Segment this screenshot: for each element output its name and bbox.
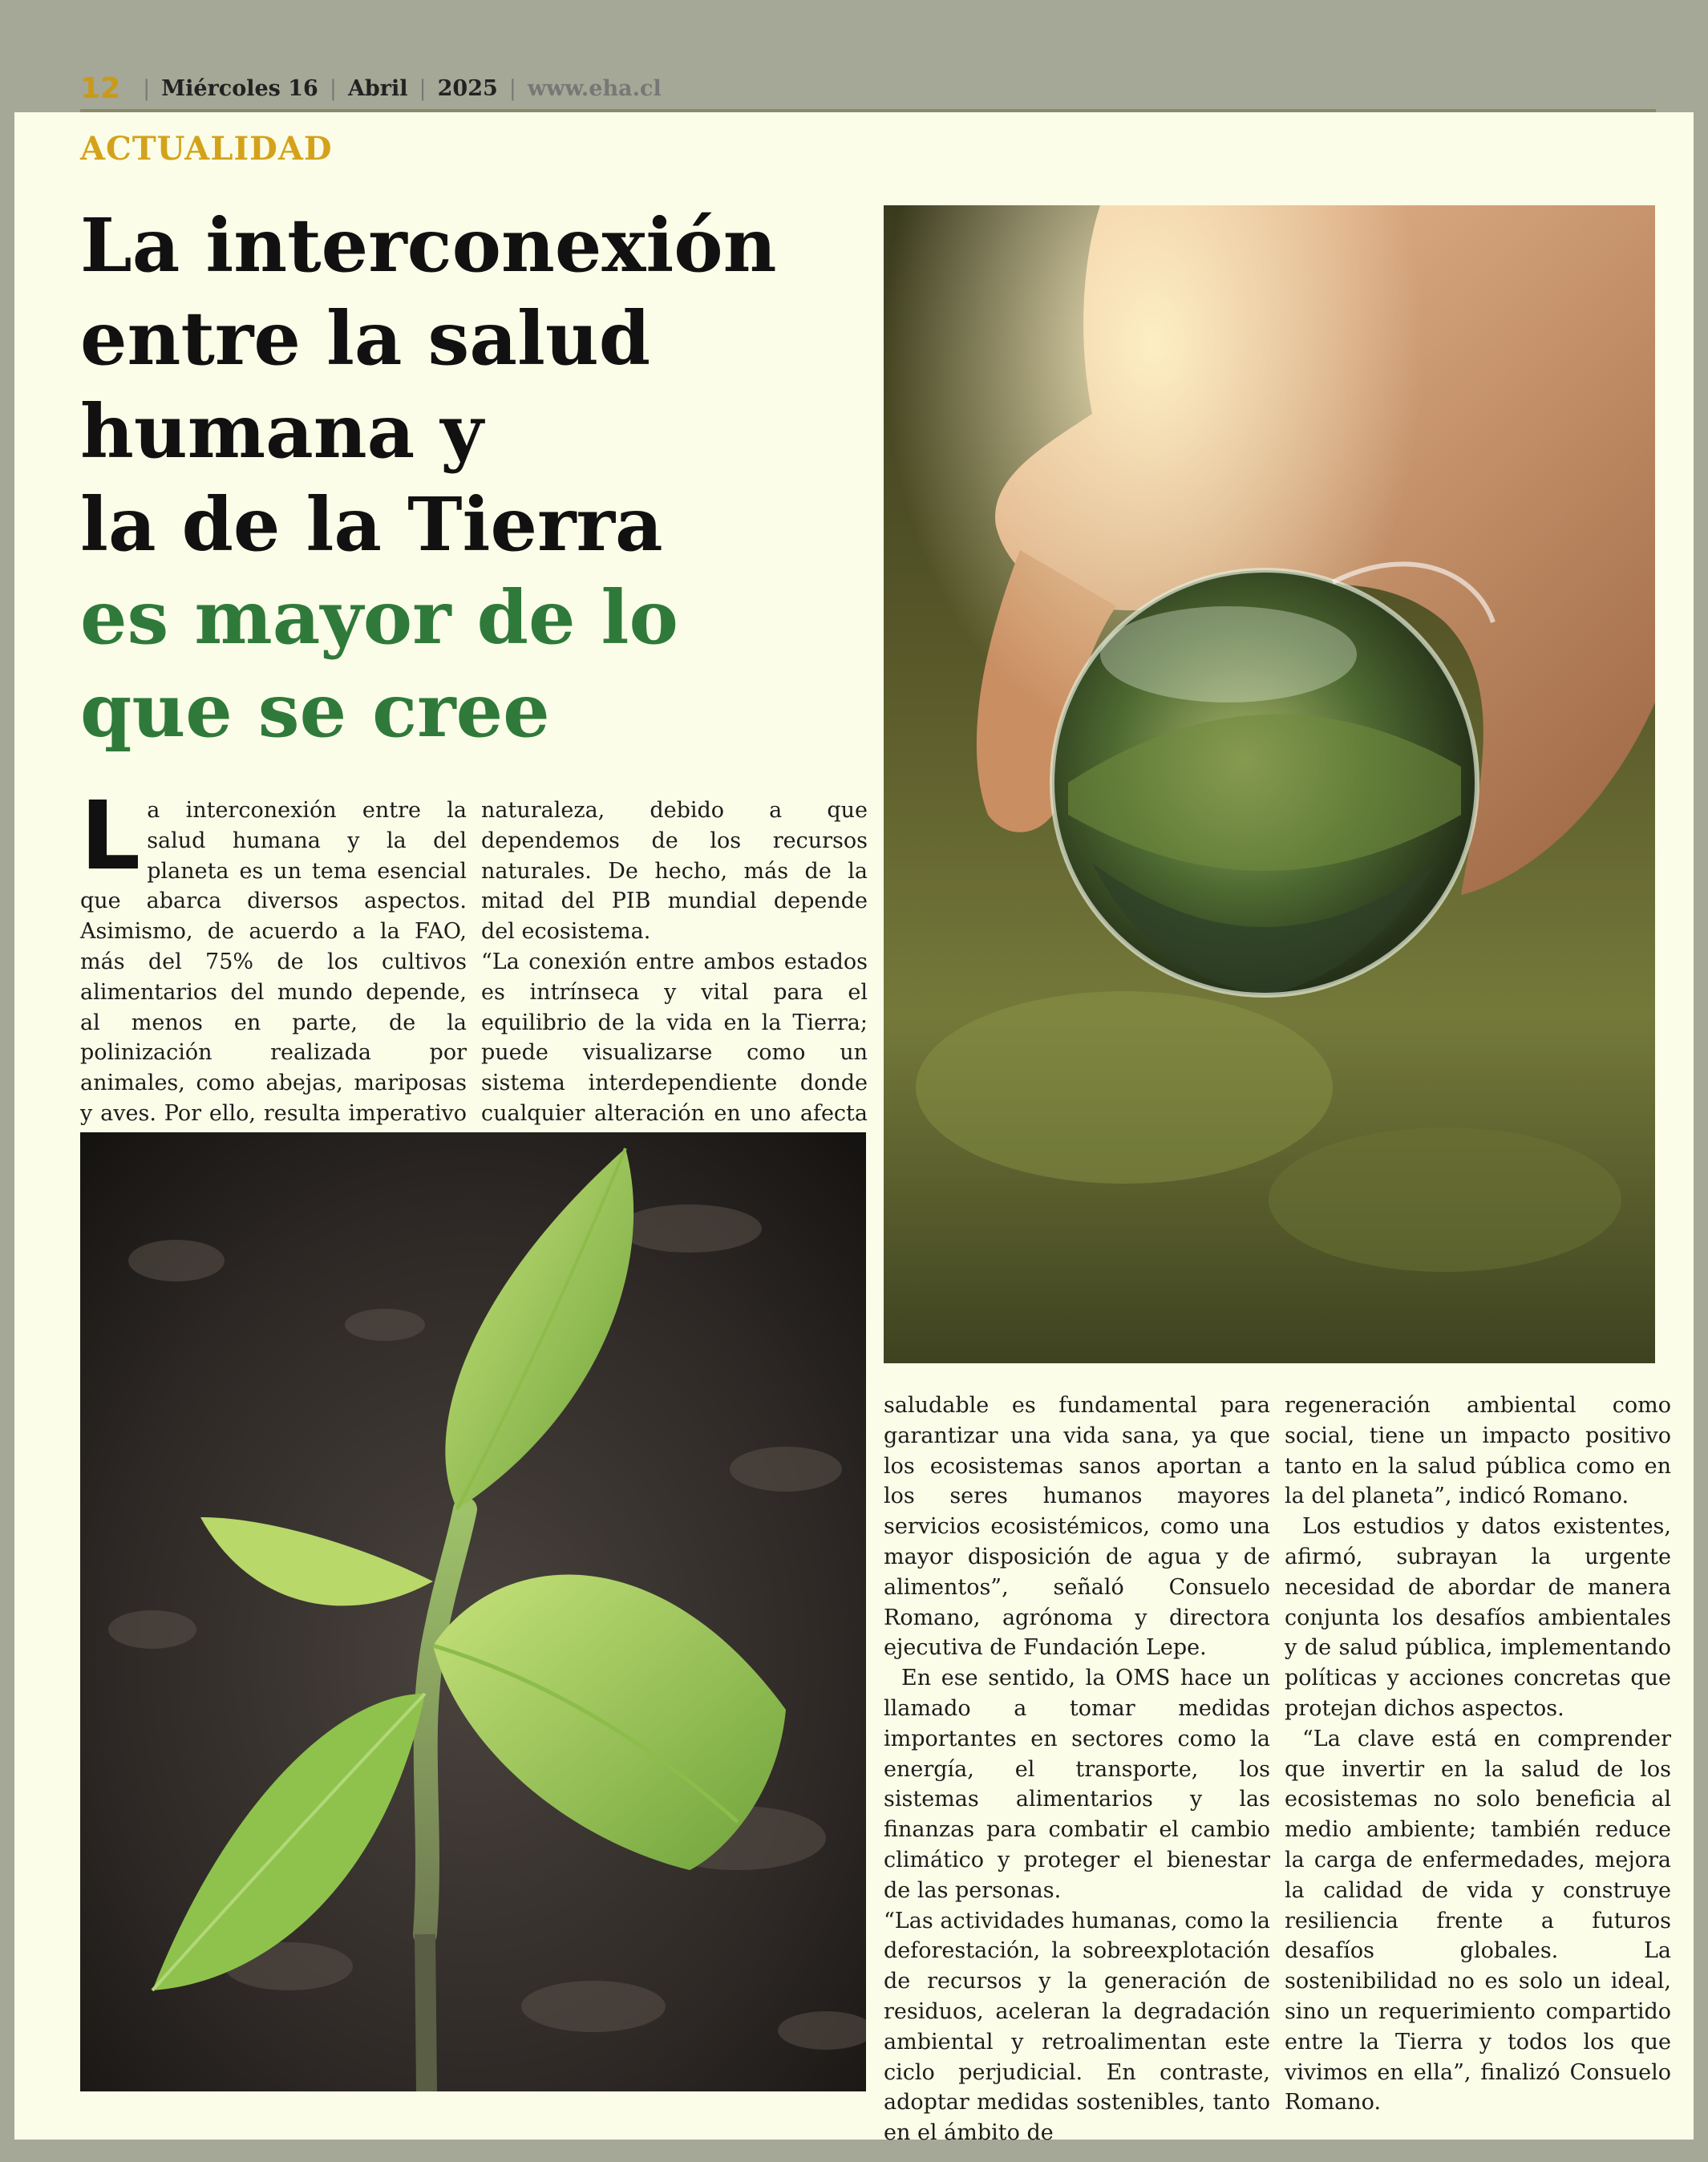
header-year: 2025 <box>437 75 498 101</box>
article-paragraph: “La clave está en comprender que invertir en la salud de los ecosistemas no solo beneficia al medio ambiente; también reduce la carga de enfermedades, mejora la calidad de vida y construye resiliencia frente a futuros desafíos globales. La sostenibilidad no es solo un ideal, sino un requerimiento compartido entre la Tierra y todos los que vivimos en ella”, finalizó Consuelo Romano. <box>1285 1726 1671 2115</box>
headline-highlight-line: que se cree <box>80 667 550 754</box>
seedling-photo-image <box>80 1132 866 2091</box>
header-separator: | <box>508 75 516 101</box>
headline <box>80 199 890 757</box>
page-number: 12 <box>80 71 121 105</box>
drop-cap: L <box>80 780 141 891</box>
article-text: a interconexión entre la salud humana y la del planeta es un tema esencial que abarca diversos aspectos. Asimismo, de acuerdo a la FAO, más del 75% de los cultivos alimentarios del mundo depende, al menos en parte, de la polinización realizada por animales, como abejas, mariposas y aves. Por ello, resulta imperativo <box>80 798 467 1126</box>
header-month: Abril <box>347 75 408 101</box>
crystal-ball-photo <box>884 205 1655 1363</box>
header-day: Miércoles 16 <box>161 75 318 101</box>
article-column-2 <box>481 796 868 1160</box>
article-paragraph: En ese sentido, la OMS hace un llamado a tomar medidas importantes en sectores como la energía, el transporte, los sistemas alimentarios y las finanzas para combatir el cambio climático y proteger el bienestar de las personas. <box>884 1666 1270 1903</box>
seedling-photo <box>80 1132 866 2091</box>
article-paragraph: “La conexión entre ambos estados es intrínseca y vital para el equilibrio de la vida en la Tierra; puede visualizarse como un sistema interdependiente donde cualquier alteración en uno afecta <box>481 949 868 1126</box>
article-paragraph: naturaleza, debido a que dependemos de los recursos naturales. De hecho, más de la mitad del PIB mundial depende del ecosistema. <box>481 798 868 945</box>
article-page <box>14 112 1694 2146</box>
article-paragraph: “Las actividades humanas, como la deforestación, la sobreexplotación de recursos y la generación de residuos, aceleran la degradación ambiental y retroalimentan este ciclo perjudicial. En contraste, adoptar medidas sostenibles, tanto en el ámbito de <box>884 1908 1270 2146</box>
headline-line: humana y <box>80 388 484 475</box>
article-paragraph: saludable es fundamental para garantizar una vida sana, ya que los ecosistemas sanos aportan a los seres humanos mayores servicios ecosistémicos, como una mayor disposición de agua y de alimentos”, señaló Consuelo Romano, agrónoma y directora ejecutiva de Fundación Lepe. <box>884 1393 1270 1661</box>
header-separator: | <box>419 75 427 101</box>
article-column-3 <box>884 1391 1270 2148</box>
page-header <box>80 67 1656 112</box>
header-separator: | <box>329 75 337 101</box>
headline-highlight-line: es mayor de lo <box>80 574 678 661</box>
article-column-1 <box>80 780 467 1160</box>
article-paragraph: regeneración ambiental como social, tiene un impacto positivo tanto en la salud pública como en la del planeta”, indicó Romano. <box>1285 1393 1671 1509</box>
headline-line: La interconexión <box>80 202 777 289</box>
section-label: ACTUALIDAD <box>80 130 333 168</box>
article-column-4 <box>1285 1391 1671 2118</box>
headline-line: entre la salud <box>80 295 651 382</box>
header-separator: | <box>143 75 151 101</box>
article-paragraph: Los estudios y datos existentes, afirmó, subrayan la urgente necesidad de abordar de manera conjunta los desafíos ambientales y de salud pública, implementando políticas y acciones concretas que protejan dichos aspectos. <box>1285 1514 1671 1721</box>
headline-line: la de la Tierra <box>80 481 663 568</box>
crystal-ball-photo-image <box>884 205 1655 1363</box>
header-website-link[interactable]: www.eha.cl <box>527 75 662 101</box>
